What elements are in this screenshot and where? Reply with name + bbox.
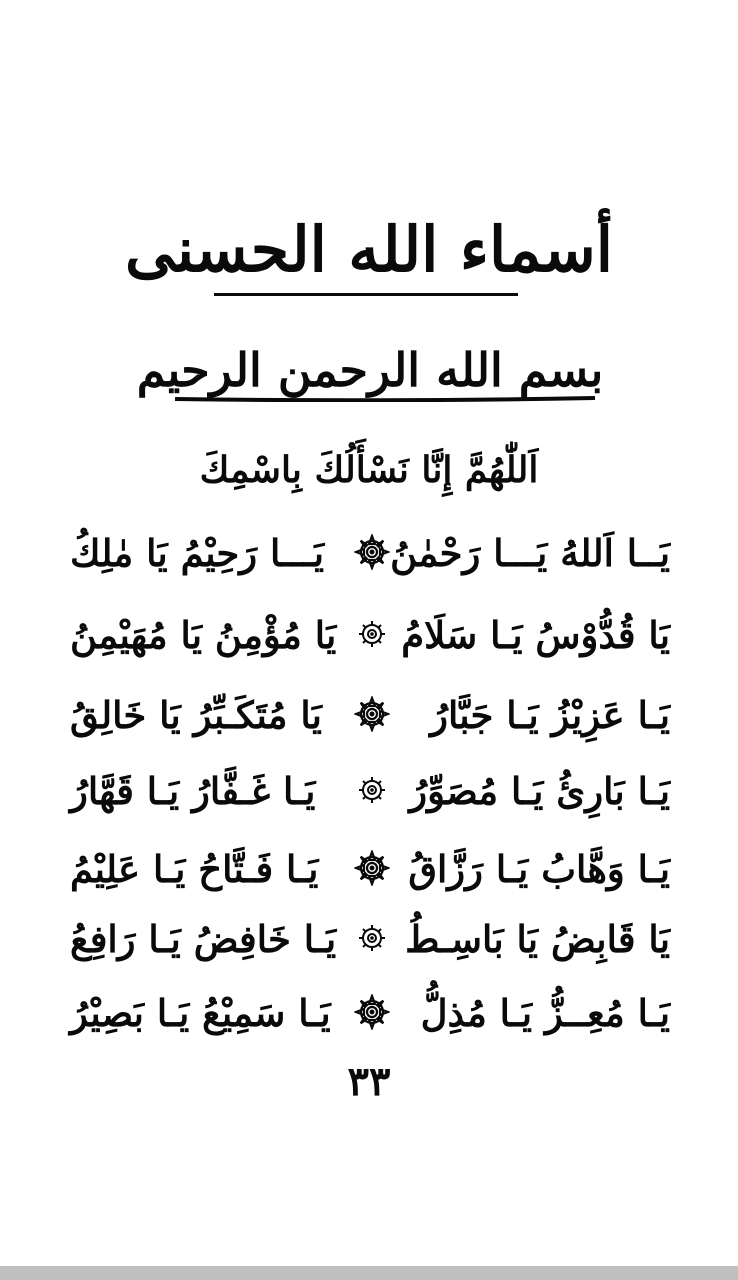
names-right: يَا قُدُّوْسُ يَـا سَلَامُ <box>401 613 670 657</box>
names-right: يَا قَابِضُ يَا بَاسِـطُ <box>405 917 670 961</box>
names-right: يَـا وَهَّابُ يَـا رَزَّاقُ <box>408 847 670 891</box>
names-row <box>70 600 670 670</box>
names-row <box>70 756 670 826</box>
page-title: أسماء الله الحسنى <box>125 213 613 286</box>
names-right: يَـا بَارِئُ يَـا مُصَوِّرُ <box>409 769 670 813</box>
names-row <box>70 978 670 1048</box>
names-left: يَـا فَـتَّاحُ يَـا عَلِيْمُ <box>70 847 319 891</box>
screen-bottom-band <box>0 1266 738 1280</box>
names-row <box>70 680 670 750</box>
names-left: يَا مُؤْمِنُ يَا مُهَيْمِنُ <box>70 613 337 657</box>
names-left: يَـا سَمِيْعُ يَـا بَصِيْرُ <box>70 991 331 1035</box>
large-rosette-icon <box>354 994 390 1030</box>
title-underline <box>214 293 518 296</box>
opening-prayer: اَللّٰهُمَّ إِنَّا نَسْأَلُكَ بِاسْمِكَ <box>199 449 539 491</box>
large-rosette-icon <box>354 696 390 732</box>
names-right: يَـا مُعِــزُّ يَـا مُذِلُّ <box>420 991 670 1035</box>
names-row <box>70 518 670 588</box>
names-left: يَـا خَافِضُ يَـا رَافِعُ <box>70 917 337 961</box>
names-left: يَـــا رَحِيْمُ يَا مٰلِكُ <box>70 531 325 575</box>
small-rosette-icon <box>354 920 390 956</box>
names-left: يَا مُتَكَـبِّرُ يَا خَالِقُ <box>70 693 322 737</box>
basmala: بسم الله الرحمن الرحيم <box>136 343 604 397</box>
basmala-stroke <box>175 396 595 402</box>
small-rosette-icon <box>354 772 390 808</box>
small-rosette-icon <box>354 616 390 652</box>
names-right: يَـا عَزِيْزُ يَـا جَبَّارُ <box>430 693 670 737</box>
large-rosette-icon <box>354 534 390 570</box>
names-right: يَــا اَللهُ يَـــا رَحْمٰنُ <box>390 531 670 575</box>
names-row <box>70 904 670 974</box>
names-row <box>70 834 670 904</box>
names-left: يَـا غَـفَّارُ يَـا قَهَّارُ <box>70 769 316 813</box>
page-number: ٣٣ <box>347 1058 391 1105</box>
large-rosette-icon <box>354 850 390 886</box>
